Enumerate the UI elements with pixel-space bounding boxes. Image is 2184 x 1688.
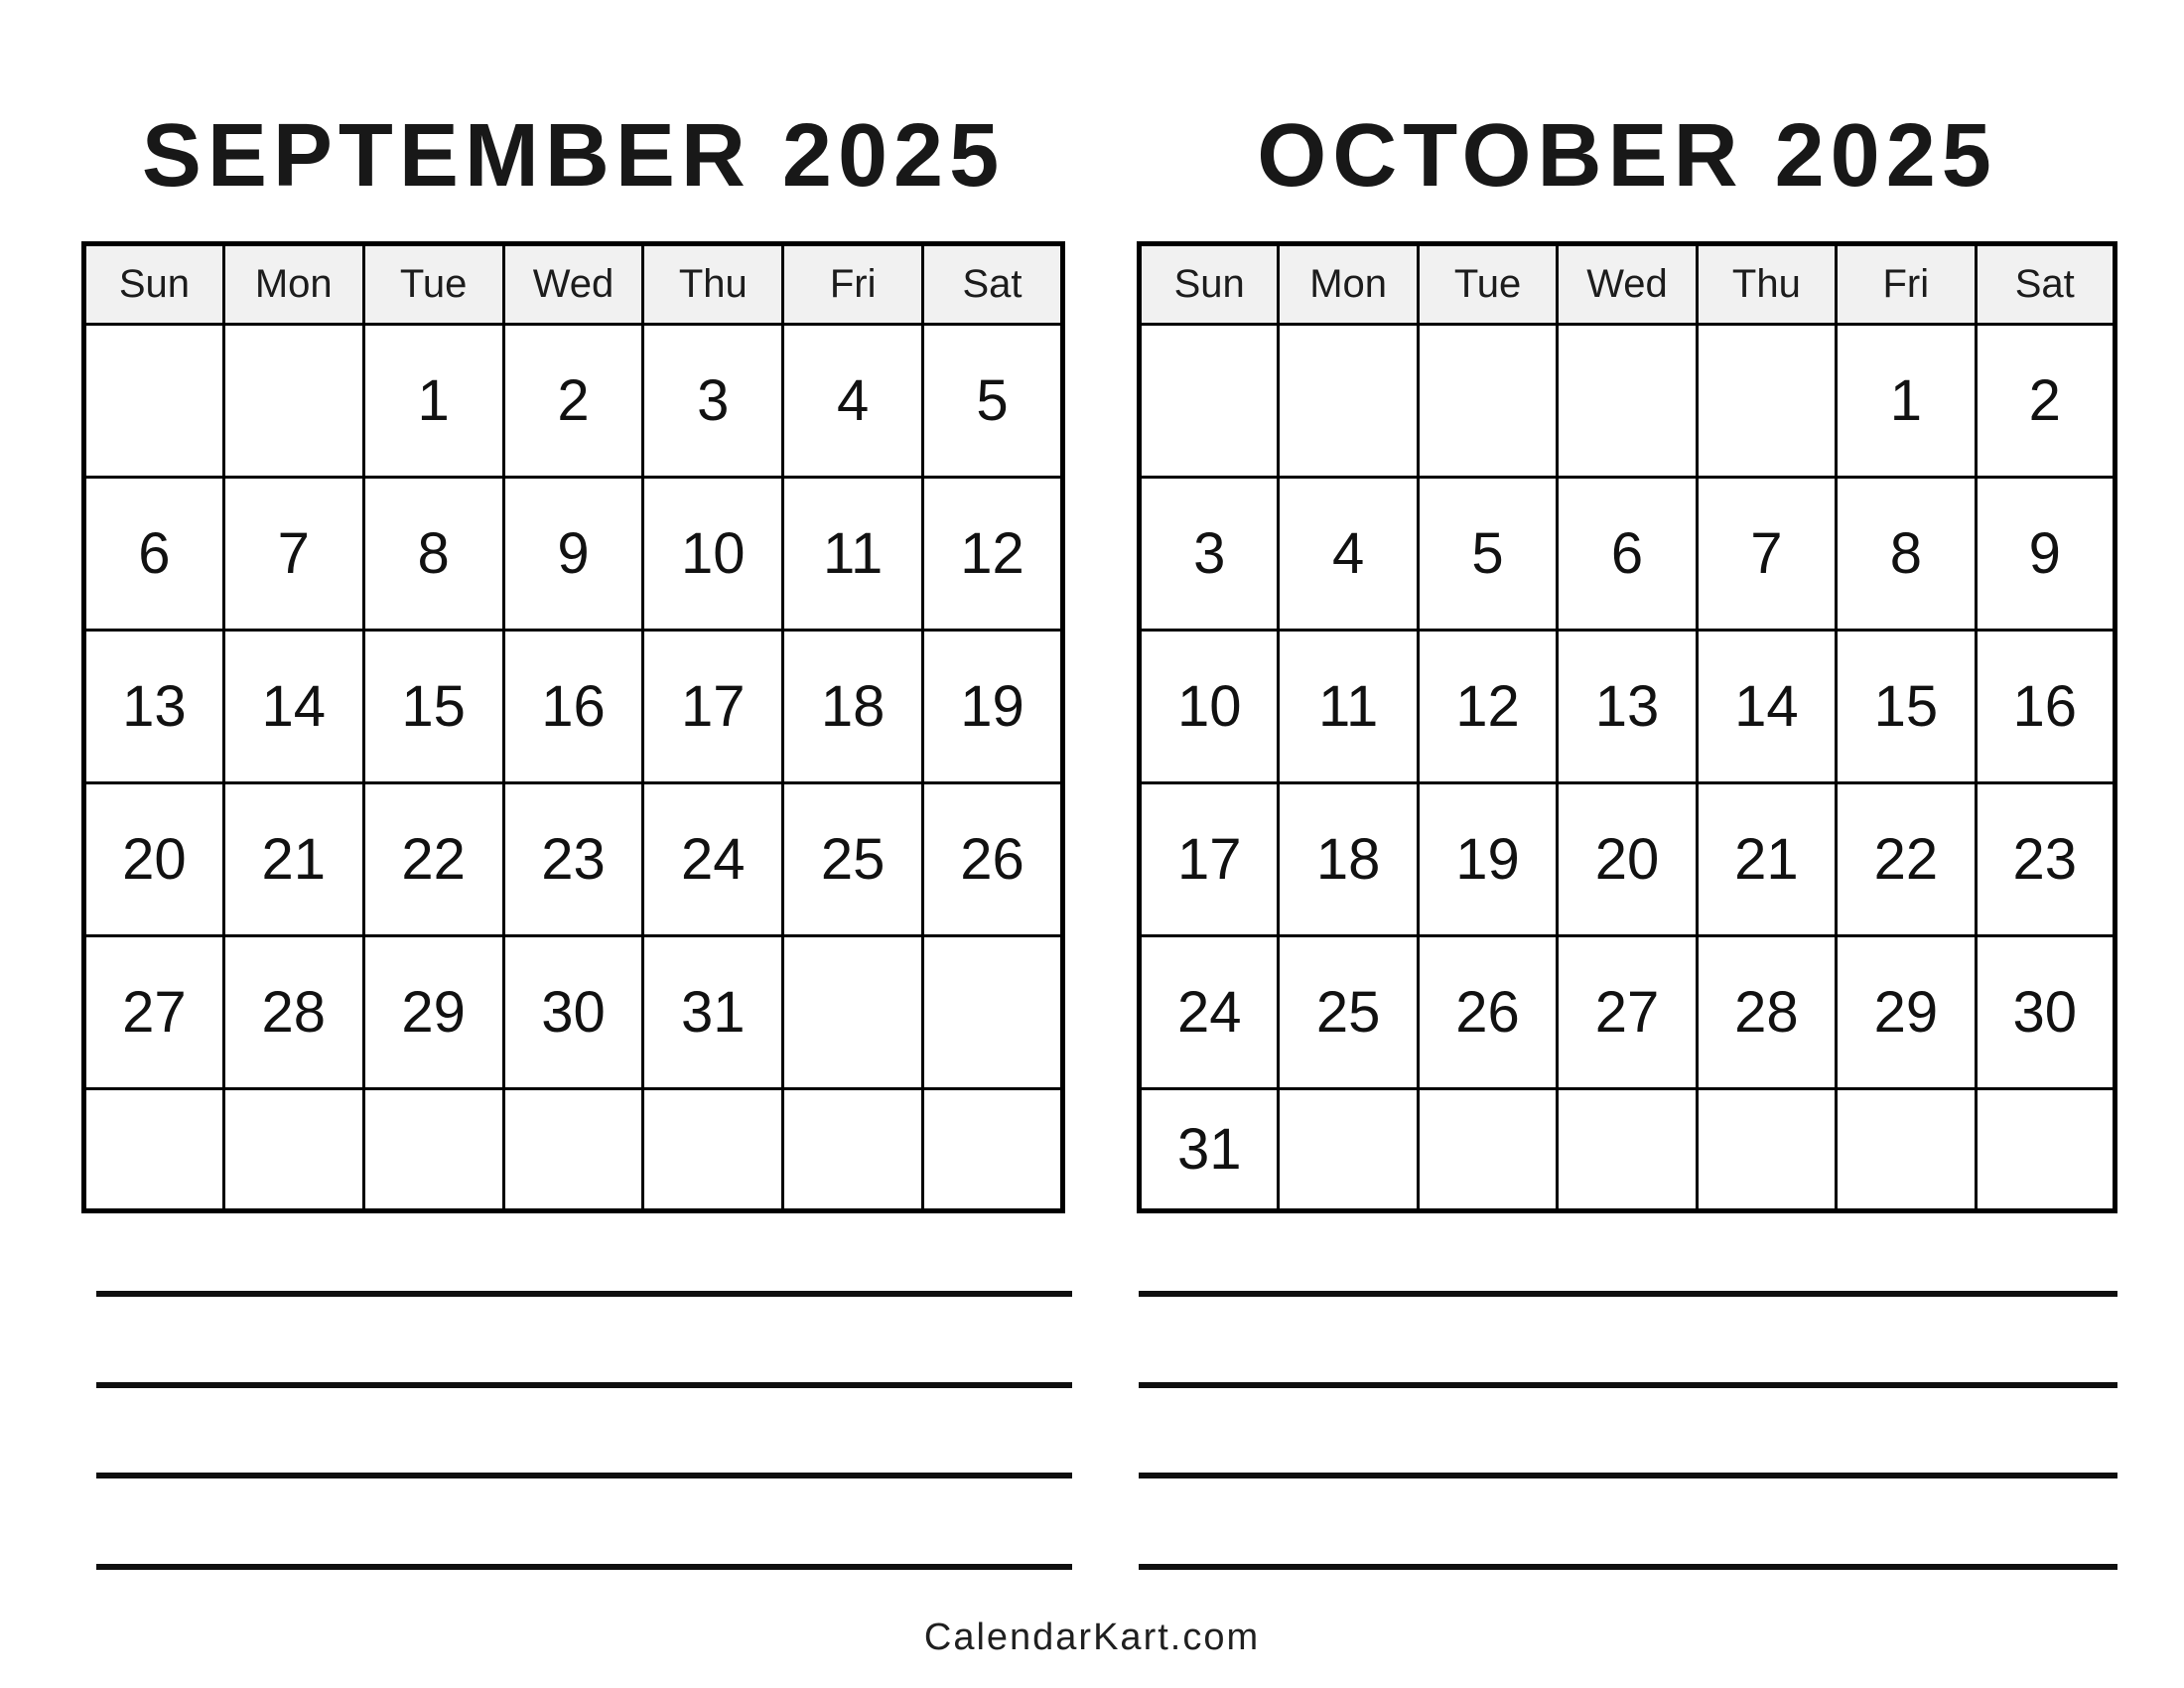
weekday-header: Wed — [1558, 244, 1697, 325]
day-cell: 30 — [503, 936, 643, 1089]
day-cell: 15 — [363, 631, 503, 783]
week-row — [1140, 936, 2116, 1089]
day-cell: 29 — [1837, 936, 1976, 1089]
note-line — [1139, 1473, 2117, 1478]
day-cell: 25 — [783, 783, 923, 936]
day-cell: 31 — [1140, 1089, 1279, 1211]
empty-day-cell — [223, 325, 363, 478]
day-cell: 22 — [1837, 783, 1976, 936]
weekday-header: Tue — [363, 244, 503, 325]
day-cell: 9 — [503, 478, 643, 631]
footer-brand: CalendarKart.com — [923, 1617, 1261, 1658]
day-cell: 8 — [363, 478, 503, 631]
empty-day-cell — [1279, 1089, 1418, 1211]
day-cell: 6 — [84, 478, 224, 631]
calendar-september — [81, 0, 1065, 1688]
day-cell: 3 — [643, 325, 783, 478]
week-row — [84, 936, 1063, 1089]
note-line — [96, 1473, 1072, 1478]
note-line — [96, 1291, 1072, 1297]
day-cell: 15 — [1837, 631, 1976, 783]
day-cell: 20 — [1558, 783, 1697, 936]
note-line — [96, 1382, 1072, 1388]
day-cell: 11 — [1279, 631, 1418, 783]
weekday-header: Sun — [1140, 244, 1279, 325]
day-cell: 26 — [923, 783, 1063, 936]
empty-day-cell — [783, 1089, 923, 1211]
day-cell: 27 — [1558, 936, 1697, 1089]
empty-day-cell — [1837, 1089, 1976, 1211]
day-cell: 17 — [643, 631, 783, 783]
weekday-header-row — [84, 244, 1063, 325]
day-cell: 18 — [783, 631, 923, 783]
day-cell: 28 — [1697, 936, 1836, 1089]
day-cell: 16 — [503, 631, 643, 783]
day-cell: 1 — [1837, 325, 1976, 478]
weekday-header: Wed — [503, 244, 643, 325]
note-line — [1139, 1291, 2117, 1297]
day-cell: 5 — [1418, 478, 1557, 631]
day-cell: 27 — [84, 936, 224, 1089]
day-cell: 7 — [223, 478, 363, 631]
empty-day-cell — [1976, 1089, 2115, 1211]
day-cell: 16 — [1976, 631, 2115, 783]
calendar-october — [1137, 0, 2117, 1688]
weekday-header: Sat — [923, 244, 1063, 325]
empty-day-cell — [1558, 1089, 1697, 1211]
day-cell: 4 — [1279, 478, 1418, 631]
weekday-header: Sat — [1976, 244, 2115, 325]
weekday-header: Tue — [1418, 244, 1557, 325]
day-cell: 11 — [783, 478, 923, 631]
note-line — [96, 1564, 1072, 1570]
week-row — [84, 478, 1063, 631]
weekday-header: Fri — [783, 244, 923, 325]
day-cell: 3 — [1140, 478, 1279, 631]
weekday-header: Thu — [1697, 244, 1836, 325]
day-cell: 5 — [923, 325, 1063, 478]
weekday-header: Sun — [84, 244, 224, 325]
day-cell: 14 — [223, 631, 363, 783]
day-cell: 18 — [1279, 783, 1418, 936]
week-row — [84, 325, 1063, 478]
week-row — [84, 631, 1063, 783]
note-line — [1139, 1564, 2117, 1570]
day-cell: 23 — [1976, 783, 2115, 936]
day-cell: 21 — [1697, 783, 1836, 936]
empty-day-cell — [1140, 325, 1279, 478]
empty-day-cell — [363, 1089, 503, 1211]
day-cell: 9 — [1976, 478, 2115, 631]
day-cell: 24 — [643, 783, 783, 936]
day-cell: 13 — [1558, 631, 1697, 783]
day-cell: 14 — [1697, 631, 1836, 783]
empty-day-cell — [1418, 325, 1557, 478]
day-cell: 19 — [923, 631, 1063, 783]
empty-day-cell — [84, 1089, 224, 1211]
day-cell: 17 — [1140, 783, 1279, 936]
empty-day-cell — [503, 1089, 643, 1211]
week-row — [1140, 631, 2116, 783]
day-cell: 7 — [1697, 478, 1836, 631]
day-cell: 29 — [363, 936, 503, 1089]
empty-day-cell — [1418, 1089, 1557, 1211]
empty-day-cell — [223, 1089, 363, 1211]
empty-day-cell — [643, 1089, 783, 1211]
day-cell: 10 — [643, 478, 783, 631]
weekday-header-row — [1140, 244, 2116, 325]
week-row — [84, 783, 1063, 936]
calendar-title-october: OCTOBER 2025 — [1257, 106, 1997, 206]
day-cell: 2 — [503, 325, 643, 478]
empty-day-cell — [1279, 325, 1418, 478]
note-line — [1139, 1382, 2117, 1388]
week-row — [1140, 325, 2116, 478]
empty-day-cell — [1697, 1089, 1836, 1211]
day-cell: 12 — [1418, 631, 1557, 783]
empty-day-cell — [923, 1089, 1063, 1211]
week-row — [84, 1089, 1063, 1211]
day-cell: 24 — [1140, 936, 1279, 1089]
day-cell: 2 — [1976, 325, 2115, 478]
day-cell: 1 — [363, 325, 503, 478]
weekday-header: Thu — [643, 244, 783, 325]
day-cell: 26 — [1418, 936, 1557, 1089]
empty-day-cell — [1697, 325, 1836, 478]
day-cell: 28 — [223, 936, 363, 1089]
day-cell: 8 — [1837, 478, 1976, 631]
week-row — [1140, 783, 2116, 936]
day-cell: 12 — [923, 478, 1063, 631]
day-cell: 23 — [503, 783, 643, 936]
day-cell: 22 — [363, 783, 503, 936]
day-cell: 21 — [223, 783, 363, 936]
day-cell: 13 — [84, 631, 224, 783]
day-cell: 25 — [1279, 936, 1418, 1089]
day-cell: 31 — [643, 936, 783, 1089]
day-cell: 30 — [1976, 936, 2115, 1089]
weekday-header: Fri — [1837, 244, 1976, 325]
day-cell: 19 — [1418, 783, 1557, 936]
empty-day-cell — [84, 325, 224, 478]
weekday-header: Mon — [1279, 244, 1418, 325]
calendar-grid-september — [81, 241, 1065, 1213]
empty-day-cell — [783, 936, 923, 1089]
week-row — [1140, 478, 2116, 631]
day-cell: 20 — [84, 783, 224, 936]
day-cell: 4 — [783, 325, 923, 478]
day-cell: 6 — [1558, 478, 1697, 631]
empty-day-cell — [1558, 325, 1697, 478]
weekday-header: Mon — [223, 244, 363, 325]
empty-day-cell — [923, 936, 1063, 1089]
day-cell: 10 — [1140, 631, 1279, 783]
calendar-grid-october — [1137, 241, 2117, 1213]
calendar-title-september: SEPTEMBER 2025 — [141, 106, 1006, 206]
week-row — [1140, 1089, 2116, 1211]
